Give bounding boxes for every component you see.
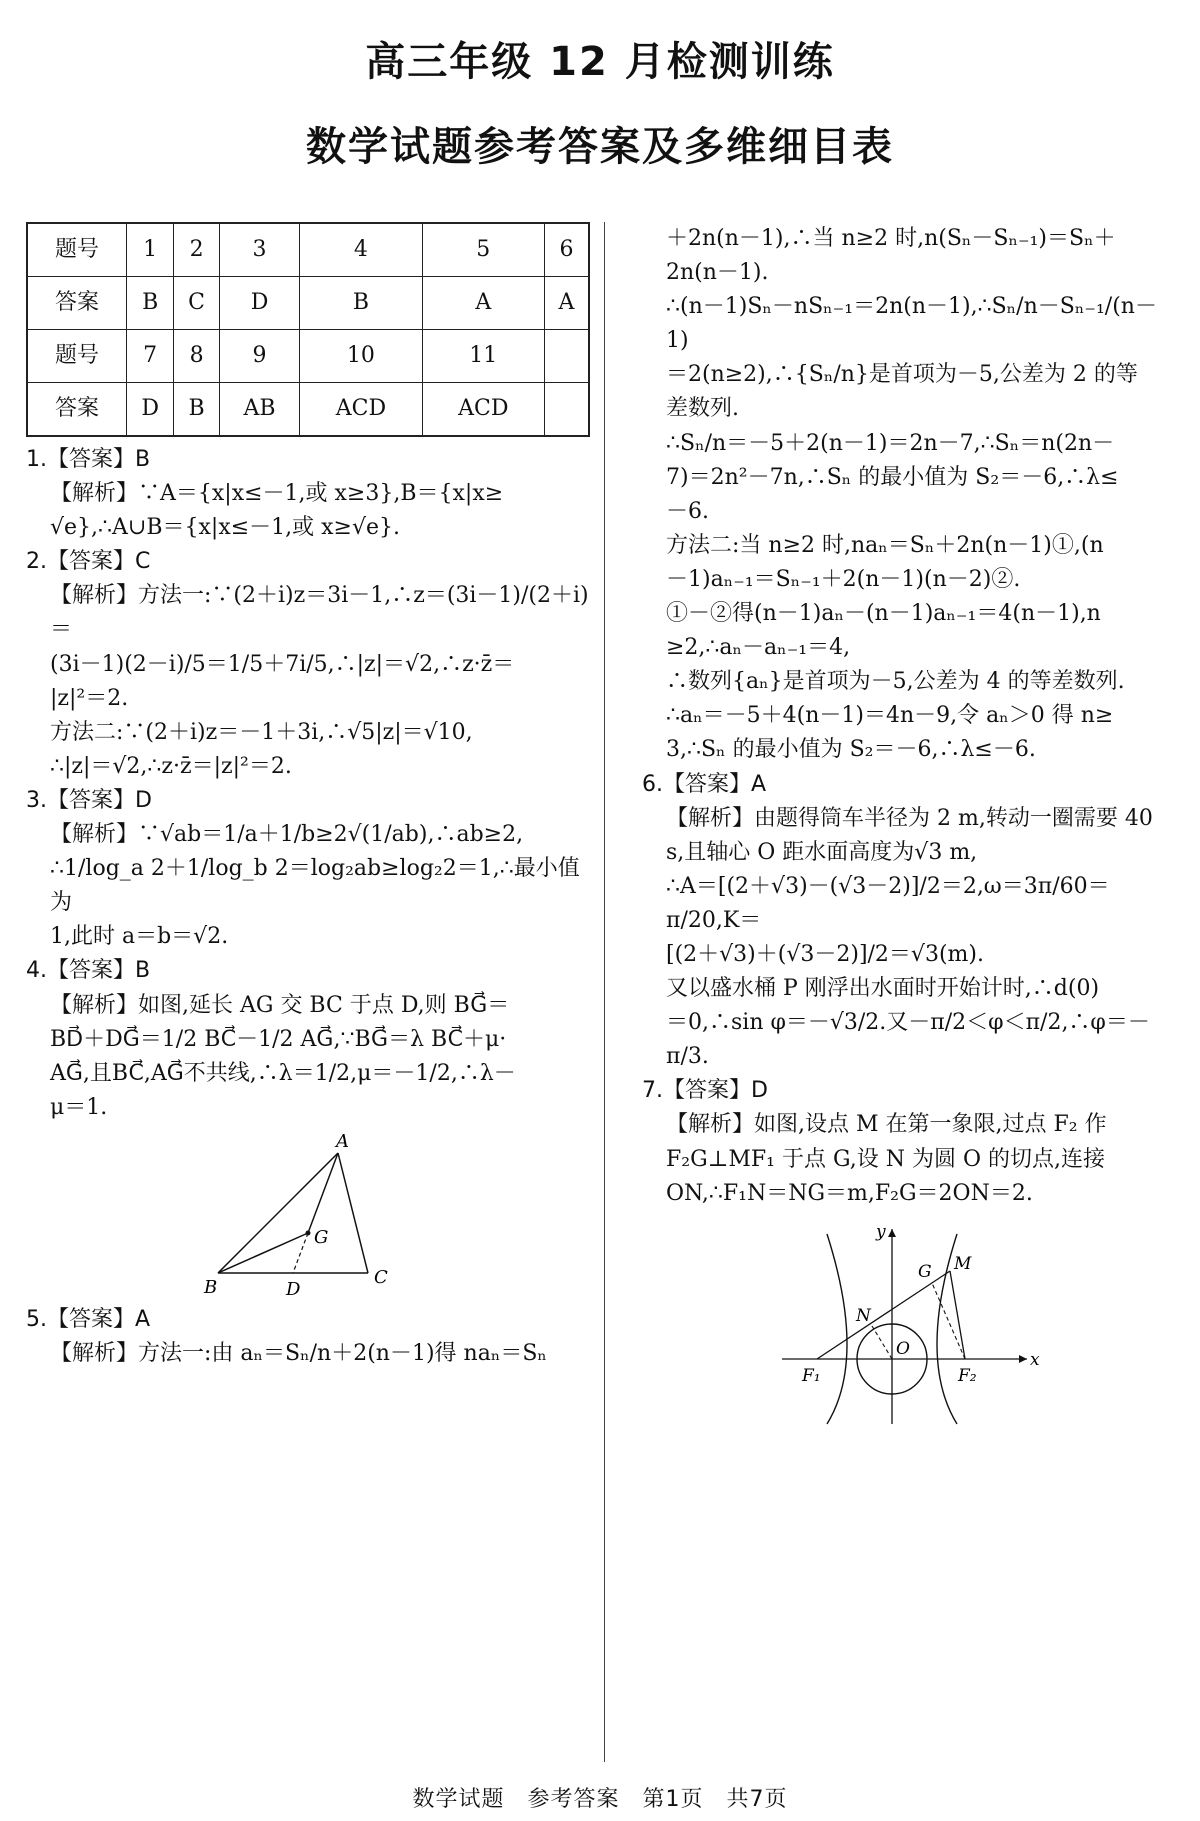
question-3 [26, 784, 590, 954]
table-cell: 10 [300, 330, 422, 383]
solution-line: ∴数列{aₙ}是首项为－5,公差为 4 的等差数列. [666, 669, 1125, 695]
left-column [26, 222, 590, 1371]
line-mf2 [950, 1271, 965, 1359]
segment-ba [218, 1153, 338, 1273]
solution-line: [(2＋√3)＋(√3－2)]/2＝√3(m). [666, 941, 984, 967]
solution-line: 【解析】如图,设点 M 在第一象限,过点 F₂ 作 [666, 1112, 1107, 1138]
solution-line: 2n(n－1). [666, 260, 769, 286]
answer-label: 4.【答案】B [26, 958, 151, 984]
table-cell: C [174, 277, 220, 330]
row-header-cell: 答案 [27, 277, 127, 330]
table-cell: B [127, 277, 174, 330]
solution-line: (3i－1)(2－i)/5＝1/5＋7i/5,∴|z|＝√2,∴z·z̄＝ [50, 651, 515, 677]
table-cell: 4 [300, 223, 422, 277]
x-axis-arrow [1019, 1355, 1027, 1363]
label-g: G [314, 1226, 329, 1248]
row-header-cell: 答案 [27, 383, 127, 437]
solution-line: ＋2n(n－1),∴当 n≥2 时,n(Sₙ－Sₙ₋₁)＝Sₙ＋ [666, 226, 1116, 251]
y-axis-arrow [888, 1229, 896, 1237]
answer-label: 1.【答案】B [26, 447, 151, 472]
question-4 [26, 954, 590, 1302]
solution-line: 3,∴Sₙ 的最小值为 S₂＝－6,∴λ≤－6. [666, 737, 1036, 763]
label-m: M [954, 1253, 972, 1274]
table-cell: AB [219, 383, 299, 437]
segment-ac [338, 1153, 368, 1273]
hyperbola-figure [772, 1219, 1042, 1429]
table-cell: 3 [219, 223, 299, 277]
solution-line: 1,此时 a＝b＝√2. [50, 924, 229, 950]
answer-table-row [27, 223, 589, 277]
answer-table-row [27, 383, 589, 437]
solution-line: ①－②得(n－1)aₙ－(n－1)aₙ₋₁＝4(n－1),n [666, 601, 1101, 627]
row-header-cell: 题号 [27, 330, 127, 383]
vector-bg [218, 1233, 308, 1273]
label-f2: F₂ [958, 1365, 977, 1386]
solution-line: s,且轴心 O 距水面高度为√3 m, [666, 839, 978, 865]
page-footer: 数学试题 参考答案 第1页 共7页 [412, 1787, 788, 1812]
table-cell: B [300, 277, 422, 330]
answer-label: 2.【答案】C [26, 549, 151, 575]
row-header-cell: 题号 [27, 223, 127, 277]
solution-line: ∴Sₙ/n＝－5＋2(n－1)＝2n－7,∴Sₙ＝n(2n－ [666, 430, 1115, 456]
column-divider [604, 222, 605, 1762]
question-7 [642, 1074, 1172, 1428]
vector-ag [308, 1153, 338, 1233]
solution-line: F₂G⊥MF₁ 于点 G,设 N 为圆 O 的切点,连接 [666, 1146, 1105, 1172]
solution-line: 方法二:∵(2＋i)z＝－1＋3i,∴√5|z|＝√10, [50, 719, 473, 745]
solution-line: －6. [666, 498, 709, 524]
table-cell: ACD [422, 383, 544, 437]
hyperbola-left-branch [827, 1234, 847, 1424]
label-f1: F₁ [802, 1365, 821, 1386]
solution-line: 【解析】∵√ab＝1/a＋1/b≥2√(1/ab),∴ab≥2, [50, 822, 524, 848]
table-cell: 5 [422, 223, 544, 277]
right-column [642, 222, 1172, 1429]
solution-line: ∴(n－1)Sₙ－nSₙ₋₁＝2n(n－1),∴Sₙ/n－Sₙ₋₁/(n－1) [666, 294, 1157, 354]
table-cell [544, 383, 589, 437]
solution-line: 【解析】方法一:∵(2＋i)z＝3i－1,∴z＝(3i－1)/(2＋i)＝ [50, 583, 589, 643]
solution-line: √e},∴A∪B＝{x|x≤－1,或 x≥√e}. [50, 515, 401, 541]
label-y: y [876, 1221, 886, 1242]
answer-label: 7.【答案】D [642, 1078, 768, 1104]
solution-line: AG⃗,且BC⃗,AG⃗不共线,∴λ＝1/2,μ＝－1/2,∴λ－ [50, 1060, 516, 1086]
label-c: C [374, 1266, 388, 1288]
label-d: D [286, 1278, 301, 1300]
solution-line: BD⃗＋DG⃗＝1/2 BC⃗－1/2 AG⃗,∵BG⃗＝λ BC⃗＋μ· [50, 1026, 507, 1052]
table-cell: B [174, 383, 220, 437]
label-b: B [204, 1276, 218, 1298]
table-cell: D [127, 383, 174, 437]
answer-table [26, 222, 590, 437]
solution-line: 【解析】由题得筒车半径为 2 m,转动一圈需要 40 [666, 805, 1153, 831]
table-cell: 7 [127, 330, 174, 383]
segment-on [872, 1326, 892, 1359]
label-o: O [896, 1338, 910, 1359]
answer-table-row [27, 330, 589, 383]
answer-label: 3.【答案】D [26, 787, 152, 813]
table-cell: 11 [422, 330, 544, 383]
question-1 [26, 443, 590, 545]
label-g: G [918, 1261, 932, 1282]
table-cell: 2 [174, 223, 220, 277]
solution-line: 方法二:当 n≥2 时,naₙ＝Sₙ＋2n(n－1)①,(n [666, 532, 1104, 558]
solution-line: ∴1/log_a 2＋1/log_b 2＝log₂ab≥log₂2＝1,∴最小值为 [50, 856, 580, 916]
table-cell: 9 [219, 330, 299, 383]
label-a: A [336, 1132, 349, 1152]
solution-line: ∴|z|＝√2,∴z·z̄＝|z|²＝2. [50, 753, 292, 779]
answer-table-row [27, 277, 589, 330]
solution-line: ＝0,∴sin φ＝－√3/2.又－π/2＜φ＜π/2,∴φ＝－π/3. [666, 1010, 1150, 1070]
table-cell: A [422, 277, 544, 330]
solution-line: ≥2,∴aₙ－aₙ₋₁＝4, [666, 635, 851, 661]
question-6 [642, 768, 1172, 1075]
answer-label: 6.【答案】A [642, 771, 767, 797]
solution-line: 【解析】方法一:由 aₙ＝Sₙ/n＋2(n－1)得 naₙ＝Sₙ [50, 1340, 547, 1366]
page-title: 高三年级 12 月检测训练 [365, 39, 835, 85]
solution-line: 【解析】∵A＝{x|x≤－1,或 x≥3},B＝{x|x≥ [50, 481, 504, 507]
table-cell: A [544, 277, 589, 330]
solution-line: |z|²＝2. [50, 685, 129, 711]
solution-line: μ＝1. [50, 1094, 108, 1120]
page-subtitle: 数学试题参考答案及多维细目表 [306, 124, 894, 170]
question-5 [26, 1303, 590, 1371]
solution-line: －1)aₙ₋₁＝Sₙ₋₁＋2(n－1)(n－2)②. [666, 566, 1021, 592]
solution-line: ON,∴F₁N＝NG＝m,F₂G＝2ON＝2. [666, 1180, 1033, 1206]
solution-line: 差数列. [666, 396, 739, 422]
table-cell [544, 330, 589, 383]
label-x: x [1030, 1349, 1040, 1370]
question-2 [26, 545, 590, 784]
table-cell: ACD [300, 383, 422, 437]
solution-line: ＝2(n≥2),∴{Sₙ/n}是首项为－5,公差为 2 的等 [666, 362, 1138, 388]
solution-line: ∴A＝[(2＋√3)－(√3－2)]/2＝2,ω＝3π/60＝π/20,K＝ [666, 873, 1110, 933]
table-cell: 1 [127, 223, 174, 277]
question-5-continued [642, 222, 1172, 768]
point-g [306, 1230, 311, 1235]
table-cell: 8 [174, 330, 220, 383]
label-n: N [856, 1305, 871, 1326]
solution-line: ∴aₙ＝－5＋4(n－1)＝4n－9,令 aₙ＞0 得 n≥ [666, 703, 1114, 729]
table-cell: 6 [544, 223, 589, 277]
solution-line: 7)＝2n²－7n,∴Sₙ 的最小值为 S₂＝－6,∴λ≤ [666, 464, 1119, 490]
solution-line: 【解析】如图,延长 AG 交 BC 于点 D,则 BG⃗＝ [50, 992, 510, 1018]
answer-label: 5.【答案】A [26, 1306, 151, 1332]
table-cell: D [219, 277, 299, 330]
solution-line: 又以盛水桶 P 刚浮出水面时开始计时,∴d(0) [666, 976, 1100, 1002]
triangle-figure [188, 1133, 428, 1303]
